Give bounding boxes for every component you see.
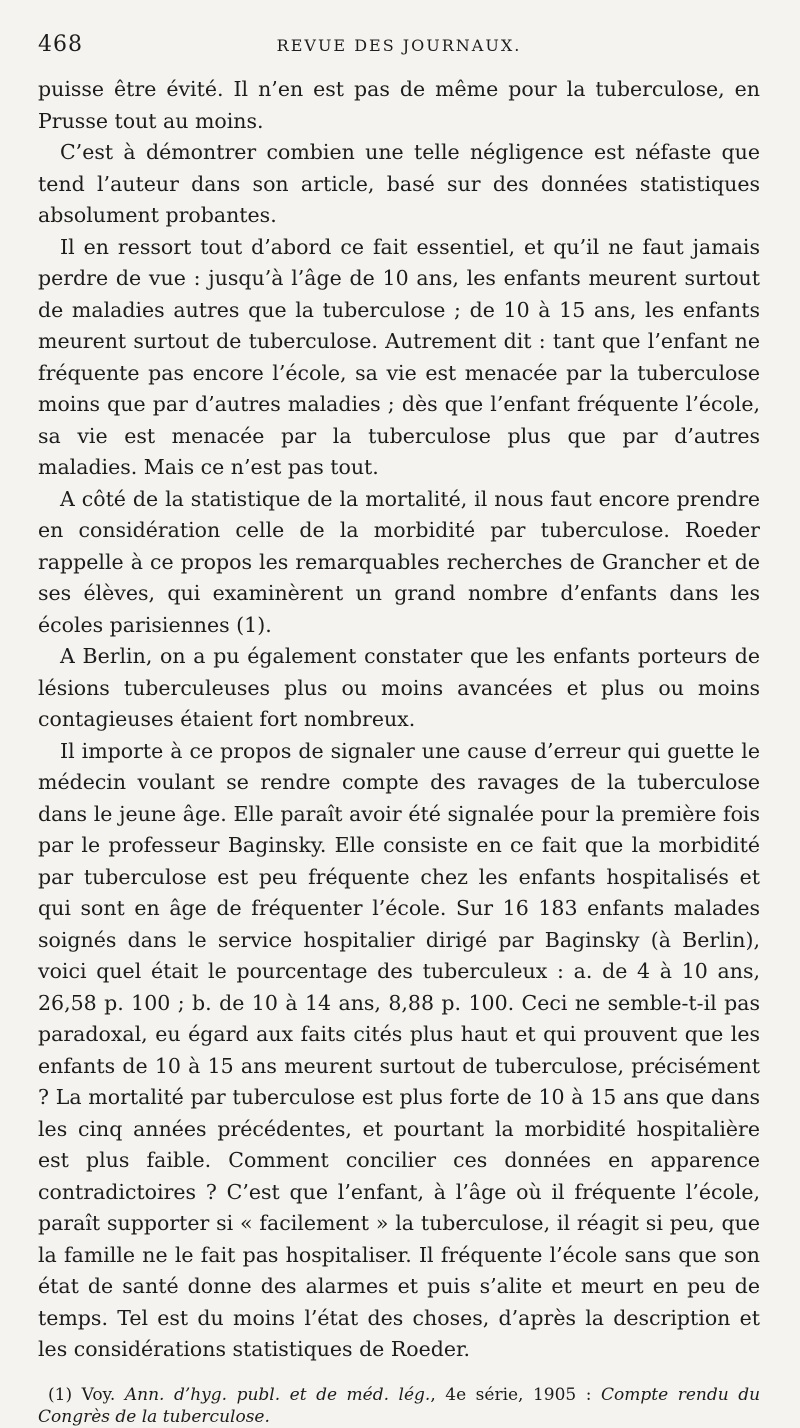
paragraph: Il importe à ce propos de signaler une cause d’erreur qui guette le médecin voulant se rendre compte des ravages de la tuberculose dans le jeune âge. Elle paraît avoir été signalée pour la première fois par le professeur Baginsky. Elle consiste en ce fait que la morbidité par tuberculose est peu fréquente chez les enfants hospitalisés et qui sont en âge de fréquenter l’école. Sur 16 183 enfants malades soignés dans le service hospitalier dirigé par Baginsky (à Berlin), voici quel était le pourcentage des tuberculeux : a. de 4 à 10 ans, 26,58 p. 100 ; b. de 10 à 14 ans, 8,88 p. 100. Ceci ne semble-t-il pas paradoxal, eu égard aux faits cités plus haut et qui prouvent que les enfants de 10 à 15 ans meurent surtout de tuberculose, précisément ? La mortalité par tuberculose est plus forte de 10 à 15 ans que dans les cinq années précédentes, et pourtant la morbidité hospitalière est plus faible. Comment concilier ces données en apparence contradictoires ? C’est que l’enfant, à l’âge où il fréquente l’école, paraît supporter si « facilement » la tuberculose, il réagit si peu, que la famille ne le fait pas hospitaliser. Il fréquente l’école sans que son état de santé donne des alarmes et puis s’alite et meurt en peu de temps. Tel est du moins l’état des choses, d’après la description et les considérations statistiques de Roeder. (38, 738, 760, 1361)
book-page (38, 30, 760, 1428)
body-text (38, 74, 760, 1366)
footnote-journal: Ann. d’hyg. publ. et de méd. lég. (124, 1384, 431, 1405)
paragraph: Il en ressort tout d’abord ce fait essentiel, et qu’il ne faut jamais perdre de vue : jusqu’à l’âge de 10 ans, les enfants meurent surtout de maladies autres que la tuberculose ; de 10 à 15 ans, les enfants meurent surtout de tuberculose. Autrement dit : tant que l’enfant ne fréquente pas encore l’école, sa vie est menacée par la tuberculose moins que par d’autres maladies ; dès que l’enfant fréquente l’école, sa vie est menacée par la tuberculose plus que par d’autres maladies. Mais ce n’est pas tout. (38, 234, 760, 479)
page-number: 468 (38, 32, 83, 57)
page-header (38, 30, 760, 60)
footnote-title: Compte rendu du Congrès de la tuberculose. (38, 1384, 761, 1427)
footnote-marker: (1) Voy. (48, 1384, 116, 1405)
paragraph: C’est à démontrer combien une telle négligence est néfaste que tend l’auteur dans son article, basé sur des données statistiques absolument probantes. (38, 140, 760, 227)
running-head: REVUE DES JOURNAUX. (276, 36, 522, 55)
paragraph: A côté de la statistique de la mortalité, il nous faut encore prendre en considération celle de la morbidité par tuberculose. Roeder rappelle à ce propos les remarquables recherches de Grancher et de ses élèves, qui examinèrent un grand nombre d’enfants dans les écoles parisiennes (1). (38, 486, 760, 637)
paragraph: A Berlin, on a pu également constater que les enfants porteurs de lésions tuberculeuses plus ou moins avancées et plus ou moins contagieuses étaient fort nombreux. (38, 644, 760, 731)
footnote (38, 1384, 760, 1428)
paragraph: puisse être évité. Il n’en est pas de même pour la tuberculose, en Prusse tout au moins. (38, 77, 760, 133)
footnote-series: , 4e série, 1905 : (430, 1384, 592, 1405)
